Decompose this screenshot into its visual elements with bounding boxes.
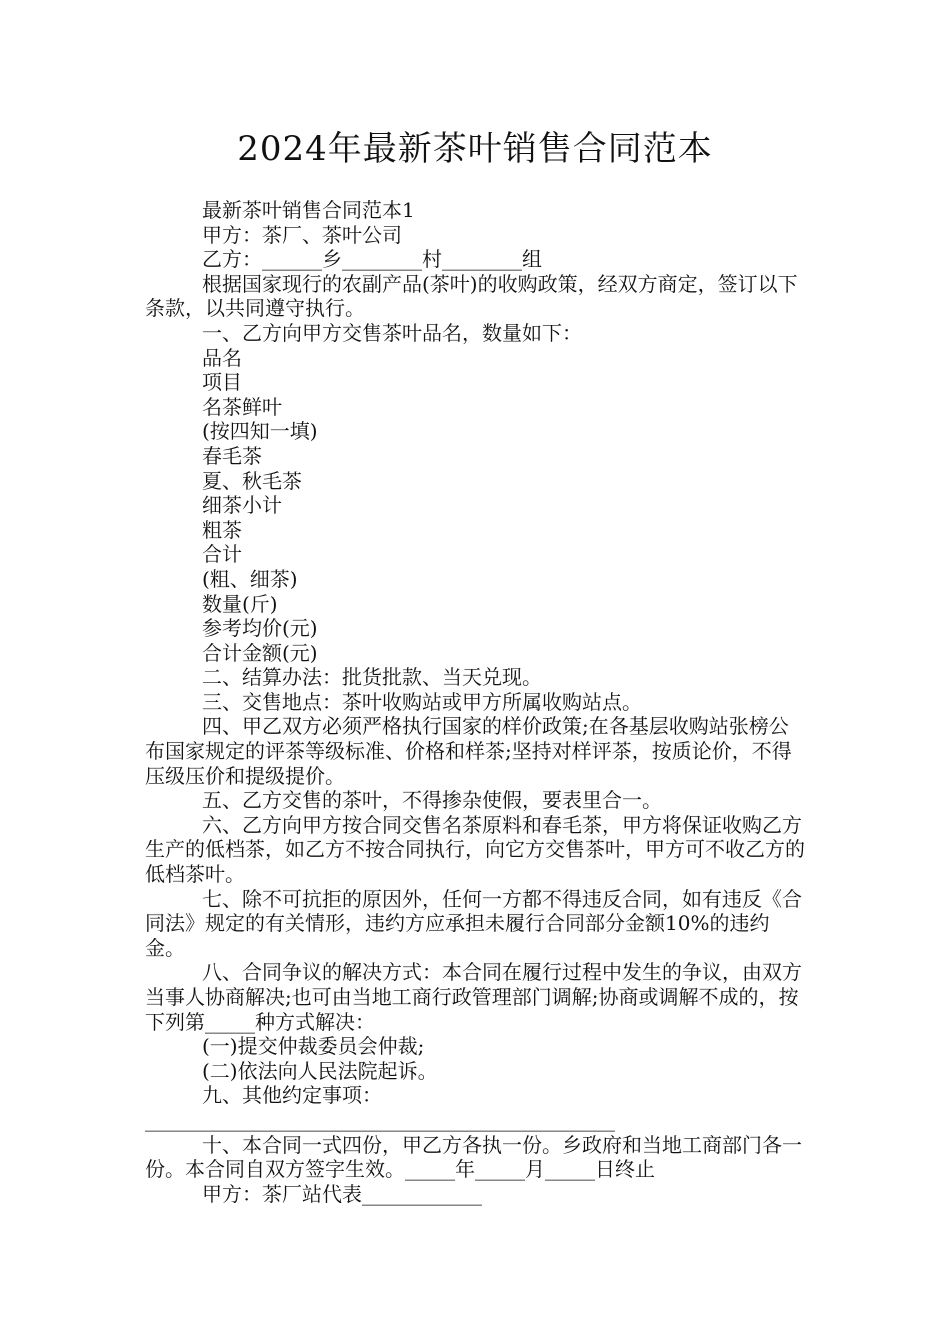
list-item: 合计 [202,542,242,567]
document-title: 2024年最新茶叶销售合同范本 [237,129,713,169]
list-item: (粗、细茶) [202,566,298,591]
party-b-line: 乙方：______乡________村________组 [202,247,542,272]
list-item: (按四知一填) [202,419,318,444]
preamble-paragraph: 根据国家现行的农副产品(茶叶)的收购政策，经双方商定，签订以下条款，以共同遵守执行。 [145,271,798,321]
clause-2: 二、结算办法：批货批款、当天兑现。 [202,665,542,690]
clause-4: 四、甲乙双方必须严格执行国家的样价政策;在各基层收购站张榜公布国家规定的评茶等级标准、价格和样茶;坚持对样评茶，按质论价，不得压级压价和提级提价。 [145,714,792,788]
clause-1: 一、乙方向甲方交售茶叶品名，数量如下： [202,320,582,345]
section-heading: 最新茶叶销售合同范本1 [202,198,415,222]
list-item: 夏、秋毛茶 [202,468,302,493]
clause-7: 七、除不可抗拒的原因外，任何一方都不得违反合同，如有违反《合同法》规定的有关情形，违约方应承担未履行合同部分金额10%的违约金。 [145,886,802,960]
list-item: 粗茶 [202,517,242,542]
list-item: 名茶鲜叶 [202,394,282,419]
clause-9: 九、其他约定事项：_______________________________________________ [145,1083,615,1132]
option-1: (一)提交仲裁委员会仲裁; [202,1034,425,1059]
list-item: 细茶小计 [202,493,282,518]
clause-3: 三、交售地点：茶叶收购站或甲方所属收购站点。 [202,689,642,714]
clause-6: 六、乙方向甲方按合同交售名茶原料和春毛茶，甲方将保证收购乙方生产的低档茶，如乙方不按合同执行，向它方交售茶叶，甲方可不收乙方的低档茶叶。 [145,812,805,887]
list-item: 项目 [202,370,242,395]
party-a-line: 甲方：茶厂、茶叶公司 [202,222,402,247]
contract-body [145,198,807,1206]
list-item: 品名 [202,345,242,370]
option-2: (二)依法向人民法院起诉。 [202,1058,438,1083]
clause-5: 五、乙方交售的茶叶，不得掺杂使假，要表里合一。 [202,788,662,813]
list-item: 数量(斤) [202,591,278,616]
list-item: 参考均价(元) [202,616,318,641]
list-item: 春毛茶 [202,443,262,468]
clause-8: 八、合同争议的解决方式：本合同在履行过程中发生的争议，由双方当事人协商解决;也可由当地工商行政管理部门调解;协商或调解不成的，按下列第_____种方式解决： [145,960,802,1034]
signature-line: 甲方：茶厂站代表____________ [202,1181,482,1206]
clause-10: 十、本合同一式四份，甲乙方各执一份。乡政府和当地工商部门各一份。本合同自双方签字生效。_____年_____月_____日终止 [145,1132,802,1182]
list-item: 合计金额(元) [202,640,318,665]
